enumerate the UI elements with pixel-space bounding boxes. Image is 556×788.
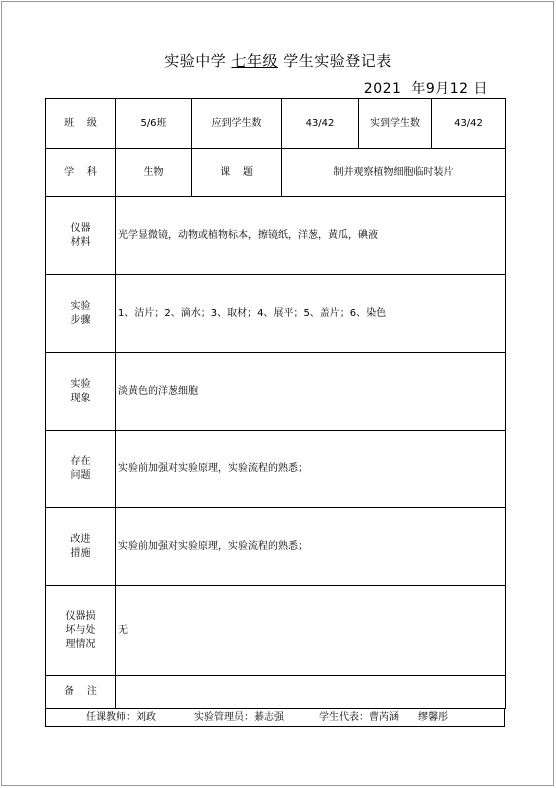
manager-signature: 实验管理员：綦志强: [194, 712, 284, 723]
phenomenon-value: 淡黄色的洋葱细胞: [116, 353, 506, 431]
subject-label: 学 科: [46, 149, 116, 197]
class-value: 5/6班: [116, 99, 192, 149]
subject-value: 生物: [116, 149, 192, 197]
problems-value: 实验前加强对实验原理，实验流程的熟悉；: [116, 431, 506, 508]
steps-value: 1、洁片；2、滴水；3、取材；4、展平；5、盖片；6、染色: [116, 275, 506, 353]
signature-footer: [45, 709, 505, 727]
topic-label: 课 题: [192, 149, 282, 197]
phenomenon-label: 实验 现象: [46, 353, 116, 431]
table-row-subject: [46, 149, 506, 197]
due-students-label: 应到学生数: [192, 99, 282, 149]
table-row-improve: [46, 508, 506, 586]
table-row-phenomenon: [46, 353, 506, 431]
improve-label: 改进 措施: [46, 508, 116, 586]
topic-value: 制并观察植物细胞临时装片: [282, 149, 506, 197]
improve-value: 实验前加强对实验原理，实验流程的熟悉；: [116, 508, 506, 586]
table-row-problems: [46, 431, 506, 508]
damage-label: 仪器损 坏与处 理情况: [46, 586, 116, 676]
teacher-signature: 任课教师：刘政: [86, 712, 156, 723]
table-row-remarks: [46, 676, 506, 709]
table-row-damage: [46, 586, 506, 676]
title-school: 实验中学: [164, 52, 227, 70]
title-grade: 七年级: [231, 52, 278, 70]
title-rest: 学生实验登记表: [283, 52, 392, 70]
actual-students-label: 实到学生数: [359, 99, 432, 149]
student-representatives: 学生代表：曹芮涵 缪馨彤: [319, 712, 449, 723]
registration-table: [45, 98, 506, 709]
equipment-label: 仪器 材料: [46, 197, 116, 275]
table-row-class: [46, 99, 506, 149]
damage-value: 无: [116, 586, 506, 676]
equipment-value: 光学显微镜，动物或植物标本，擦镜纸，洋葱，黄瓜，碘液: [116, 197, 506, 275]
table-row-equipment: [46, 197, 506, 275]
form-date: 2021 年9月12 日: [363, 81, 488, 97]
remarks-label: 备 注: [46, 676, 116, 709]
due-students-value: 43/42: [282, 99, 359, 149]
remarks-value: [116, 676, 506, 709]
table-row-steps: [46, 275, 506, 353]
class-label: 班 级: [46, 99, 116, 149]
problems-label: 存在 问题: [46, 431, 116, 508]
actual-students-value: 43/42: [432, 99, 506, 149]
form-title: [0, 50, 556, 71]
steps-label: 实验 步骤: [46, 275, 116, 353]
